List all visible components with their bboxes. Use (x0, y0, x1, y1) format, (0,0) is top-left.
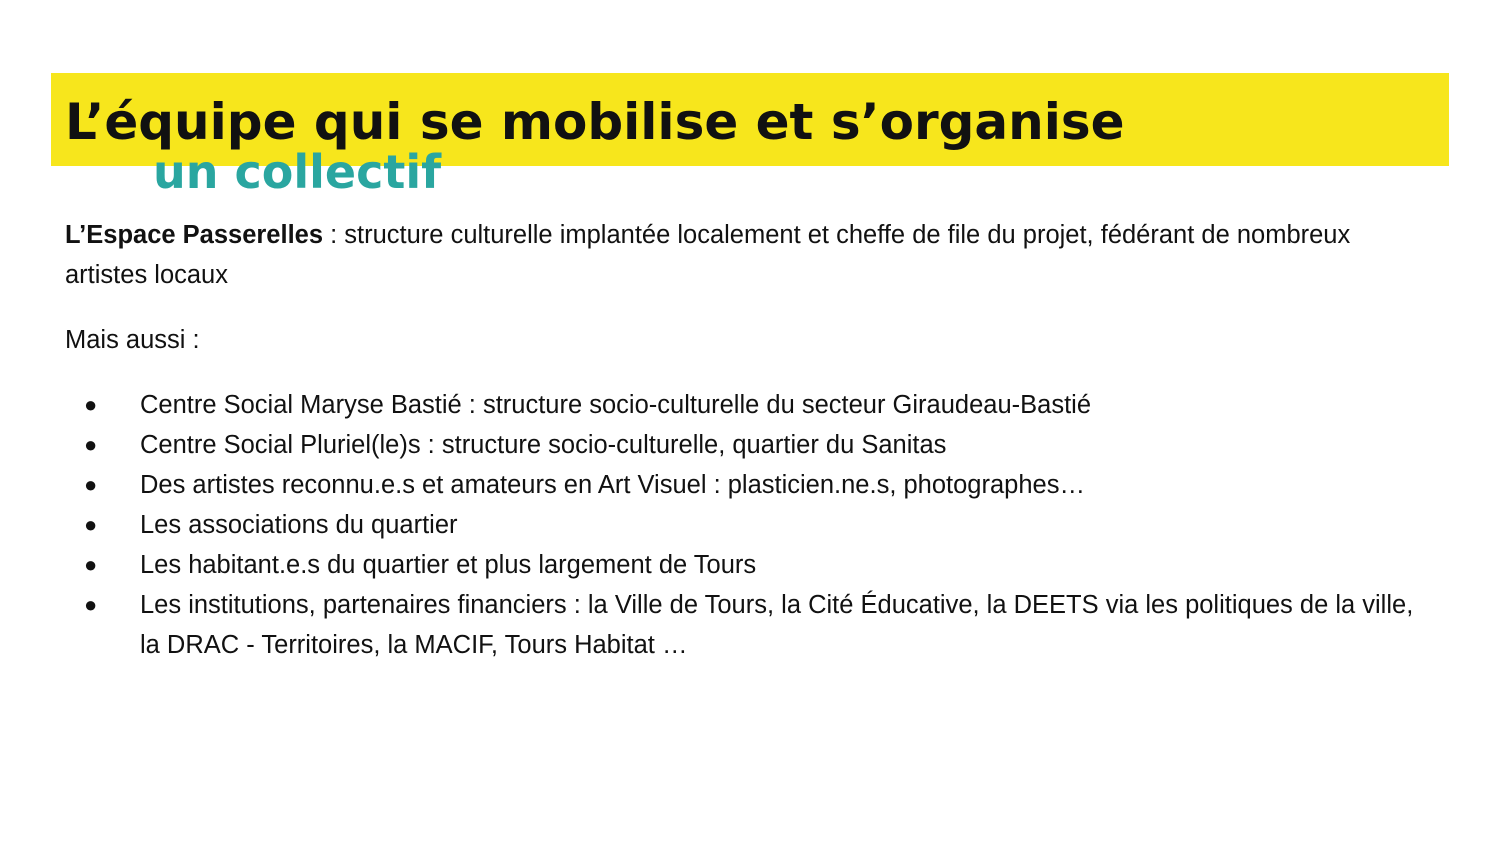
bullet-icon: ● (84, 432, 98, 457)
list-item-text: Les institutions, partenaires financiers : la Ville de Tours, la Cité Éducative, la DEETS via les politiques de la ville, la DRAC - Territoires, la MACIF, Tours Habitat … (140, 591, 1414, 659)
intro-bold-text: L’Espace Passerelles (65, 221, 324, 249)
mais-aussi-label: Mais aussi : (65, 326, 200, 354)
list-item (65, 545, 1435, 585)
partner-list (65, 385, 1435, 665)
list-item-text: Les habitant.e.s du quartier et plus largement de Tours (140, 551, 757, 579)
intro-text: : structure culturelle implantée localement et cheffe de file du projet, fédérant de nombreux artistes locaux (65, 221, 1351, 289)
slide-body (65, 215, 1435, 665)
bullet-icon: ● (84, 472, 98, 497)
list-item-text: Centre Social Maryse Bastié : structure socio-culturelle du secteur Giraudeau-Bastié (140, 391, 1092, 419)
bullet-icon: ● (84, 552, 98, 577)
list-item (65, 465, 1435, 505)
list-item-text: Les associations du quartier (140, 511, 458, 539)
list-item (65, 385, 1435, 425)
bullet-icon: ● (84, 592, 98, 617)
list-item (65, 425, 1435, 465)
bullet-icon: ● (84, 392, 98, 417)
list-item (65, 585, 1435, 665)
list-item (65, 505, 1435, 545)
intro-paragraph (65, 215, 1435, 295)
bullet-icon: ● (84, 512, 98, 537)
list-item-text: Centre Social Pluriel(le)s : structure socio-culturelle, quartier du Sanitas (140, 431, 947, 459)
list-item-text: Des artistes reconnu.e.s et amateurs en Art Visuel : plasticien.ne.s, photographes… (140, 471, 1085, 499)
slide-title: L’équipe qui se mobilise et s’organise (65, 93, 1125, 151)
slide-subtitle: un collectif (153, 145, 442, 199)
